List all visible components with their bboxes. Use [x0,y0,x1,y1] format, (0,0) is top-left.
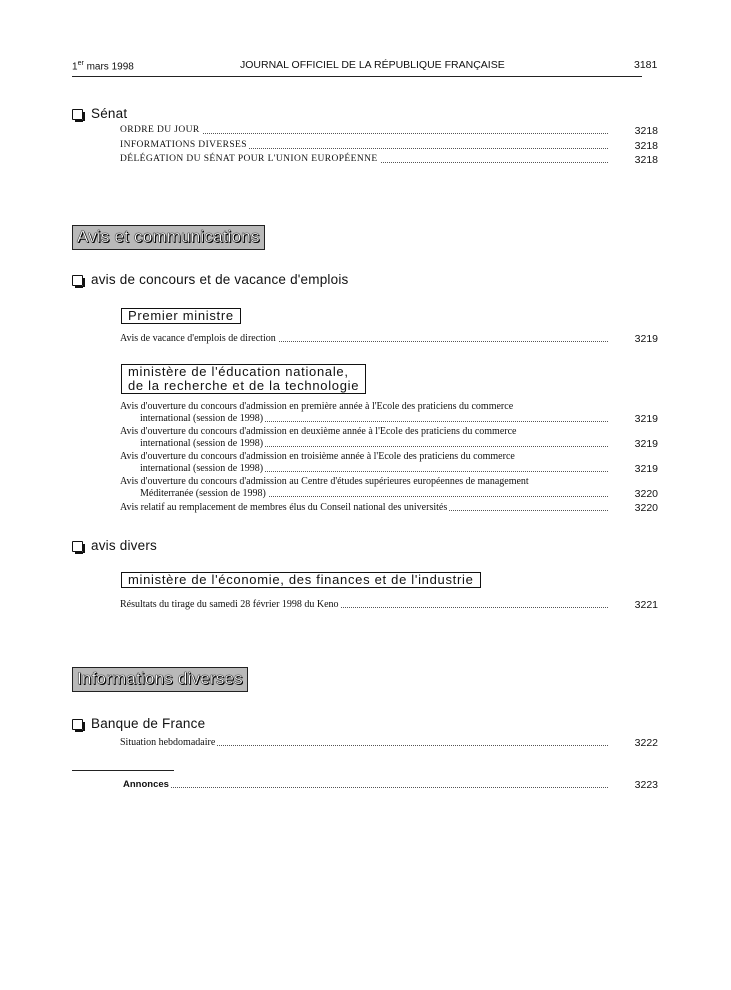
banner-avis-communications: Avis et communications [72,225,265,250]
ministry-premier-ministre: Premier ministre [121,308,241,324]
header-journal-title: JOURNAL OFFICIEL DE LA RÉPUBLIQUE FRANÇAISE [240,59,505,71]
annonces-rule [72,770,174,771]
toc-label-line1: Avis d'ouverture du concours d'admission en deuxième année à l'Ecole des praticiens du commerce [120,426,517,437]
toc-page: 3220 [634,488,658,500]
toc-label: Résultats du tirage du samedi 28 février 1998 du Keno [120,599,339,610]
toc-row[interactable] [120,737,658,749]
toc-row[interactable] [120,599,658,611]
toc-row[interactable] [120,426,658,450]
toc-row[interactable] [120,140,658,152]
section-senat [72,106,127,121]
ministry-education-line1: ministère de l'éducation nationale, [128,364,349,379]
toc-label-line1: Avis d'ouverture du concours d'admission au Centre d'études supérieures européennes de management [120,476,529,487]
toc-page: 3219 [634,463,658,475]
toc-label-line2: international (session de 1998) [140,413,264,424]
toc-label: DÉLÉGATION DU SÉNAT POUR L'UNION EUROPÉENNE [120,154,378,164]
toc-label-line2: international (session de 1998) [140,463,264,474]
toc-label: ORDRE DU JOUR [120,125,200,135]
toc-row[interactable] [120,502,658,514]
section-concours-title: avis de concours et de vacance d'emplois [91,272,349,287]
checkbox-bullet-icon [72,109,83,120]
toc-row[interactable] [120,333,658,345]
ministry-economie: ministère de l'économie, des finances et de l'industrie [121,572,481,588]
header-date: 1er mars 1998 [72,60,134,73]
toc-page: 3222 [634,737,658,749]
section-avis-divers-title: avis divers [91,538,157,553]
toc-page: 3219 [634,438,658,450]
toc-row-annonces[interactable] [123,779,658,791]
toc-page: 3218 [634,125,658,137]
header-rule [72,76,642,77]
checkbox-bullet-icon [72,275,83,286]
toc-label: Avis relatif au remplacement de membres élus du Conseil national des universités [120,502,448,513]
section-banque-title: Banque de France [91,716,206,731]
toc-label-line2: Méditerranée (session de 1998) [140,488,266,499]
toc-page: 3218 [634,154,658,166]
toc-label: Avis de vacance d'emplois de direction [120,333,276,344]
header-page-number: 3181 [634,59,658,71]
section-senat-title: Sénat [91,106,128,121]
toc-label-line1: Avis d'ouverture du concours d'admission en première année à l'Ecole des praticiens du commerce [120,401,514,412]
checkbox-bullet-icon [72,719,83,730]
section-banque-de-france [72,716,205,731]
toc-page: 3219 [634,333,658,345]
toc-row[interactable] [120,125,658,137]
toc-label-line1: Avis d'ouverture du concours d'admission en troisième année à l'Ecole des praticiens du commerce [120,451,515,462]
toc-page: 3219 [634,413,658,425]
checkbox-bullet-icon [72,541,83,552]
toc-row[interactable] [120,154,658,166]
ministry-education [121,364,366,394]
toc-page: 3221 [634,599,658,611]
toc-label-line2: international (session de 1998) [140,438,264,449]
toc-label: Annonces [123,779,169,790]
toc-page: 3218 [634,140,658,152]
toc-row[interactable] [120,476,658,500]
banner-informations-diverses: Informations diverses [72,667,248,692]
ministry-education-line2: de la recherche et de la technologie [128,378,360,393]
toc-row[interactable] [120,401,658,425]
toc-page: 3220 [634,502,658,514]
toc-label: INFORMATIONS DIVERSES [120,140,247,150]
toc-row[interactable] [120,451,658,475]
toc-page: 3223 [634,779,658,791]
toc-label: Situation hebdomadaire [120,737,216,748]
section-concours [72,272,348,287]
section-avis-divers [72,538,157,553]
